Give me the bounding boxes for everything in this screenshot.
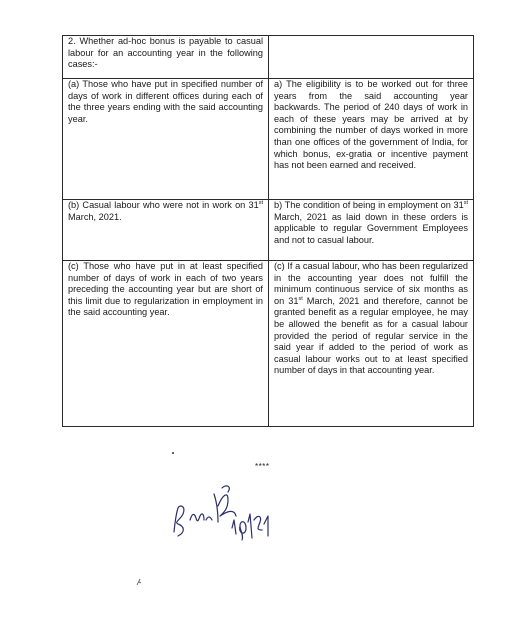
end-marker: **** [255, 462, 270, 471]
table-row [63, 36, 474, 79]
answer-cell [269, 36, 474, 79]
handwritten-signature [166, 470, 286, 550]
answer-text: March, 2021 as laid down in these orders is applicable to regular Government Employees and not to casual labour. [274, 211, 468, 245]
stray-dot [172, 452, 174, 454]
answer-text: b) The condition of being in employment on 31 [274, 200, 464, 210]
answer-text: March, 2021 and therefore, cannot be granted benefit as a regular employee, he may be allowed the benefit as for a casual labour provided the period of regular service in the said year if added to the period of work as casual labour works out to at least specified number of days in that accounting year. [274, 295, 468, 376]
question-text: March, 2021. [68, 211, 122, 222]
stray-pen-mark [134, 577, 144, 587]
table-row [63, 79, 474, 200]
ordinal-suffix: st [258, 199, 263, 206]
bonus-eligibility-table [62, 35, 474, 427]
question-cell: (a) Those who have put in specified number of days of work in different offices during each of the three years ending with the said accounting year. [63, 79, 269, 200]
answer-cell: a) The eligibility is to be worked out for three years from the said accounting year backwards. The period of 240 days of work in each of these years may be arrived at by combining the number of days worked in more than one offices of the government of India, for which bonus, ex-gratia or incentive payment has not been earned and received. [269, 79, 474, 200]
table-row [63, 200, 474, 261]
question-cell: (c) Those who have put in at least specified number of days of work in each of two years preceding the accounting year but are short of this limit due to regularization in employment in the said accounting year. [63, 261, 269, 427]
ordinal-suffix: st [463, 199, 468, 206]
ordinal-suffix: st [298, 295, 303, 302]
question-cell: 2. Whether ad-hoc bonus is payable to casual labour for an accounting year in the following cases:- [63, 36, 269, 79]
answer-cell [269, 200, 474, 261]
answer-text: (c) If a casual labour, who has been regularized in the accounting year does not fulfill the minimum continuous service of six months as on 31 [274, 261, 468, 306]
question-cell [63, 200, 269, 261]
question-text: (b) Casual labour who were not in work on 31 [68, 200, 259, 210]
answer-cell [269, 261, 474, 427]
table-row [63, 261, 474, 427]
